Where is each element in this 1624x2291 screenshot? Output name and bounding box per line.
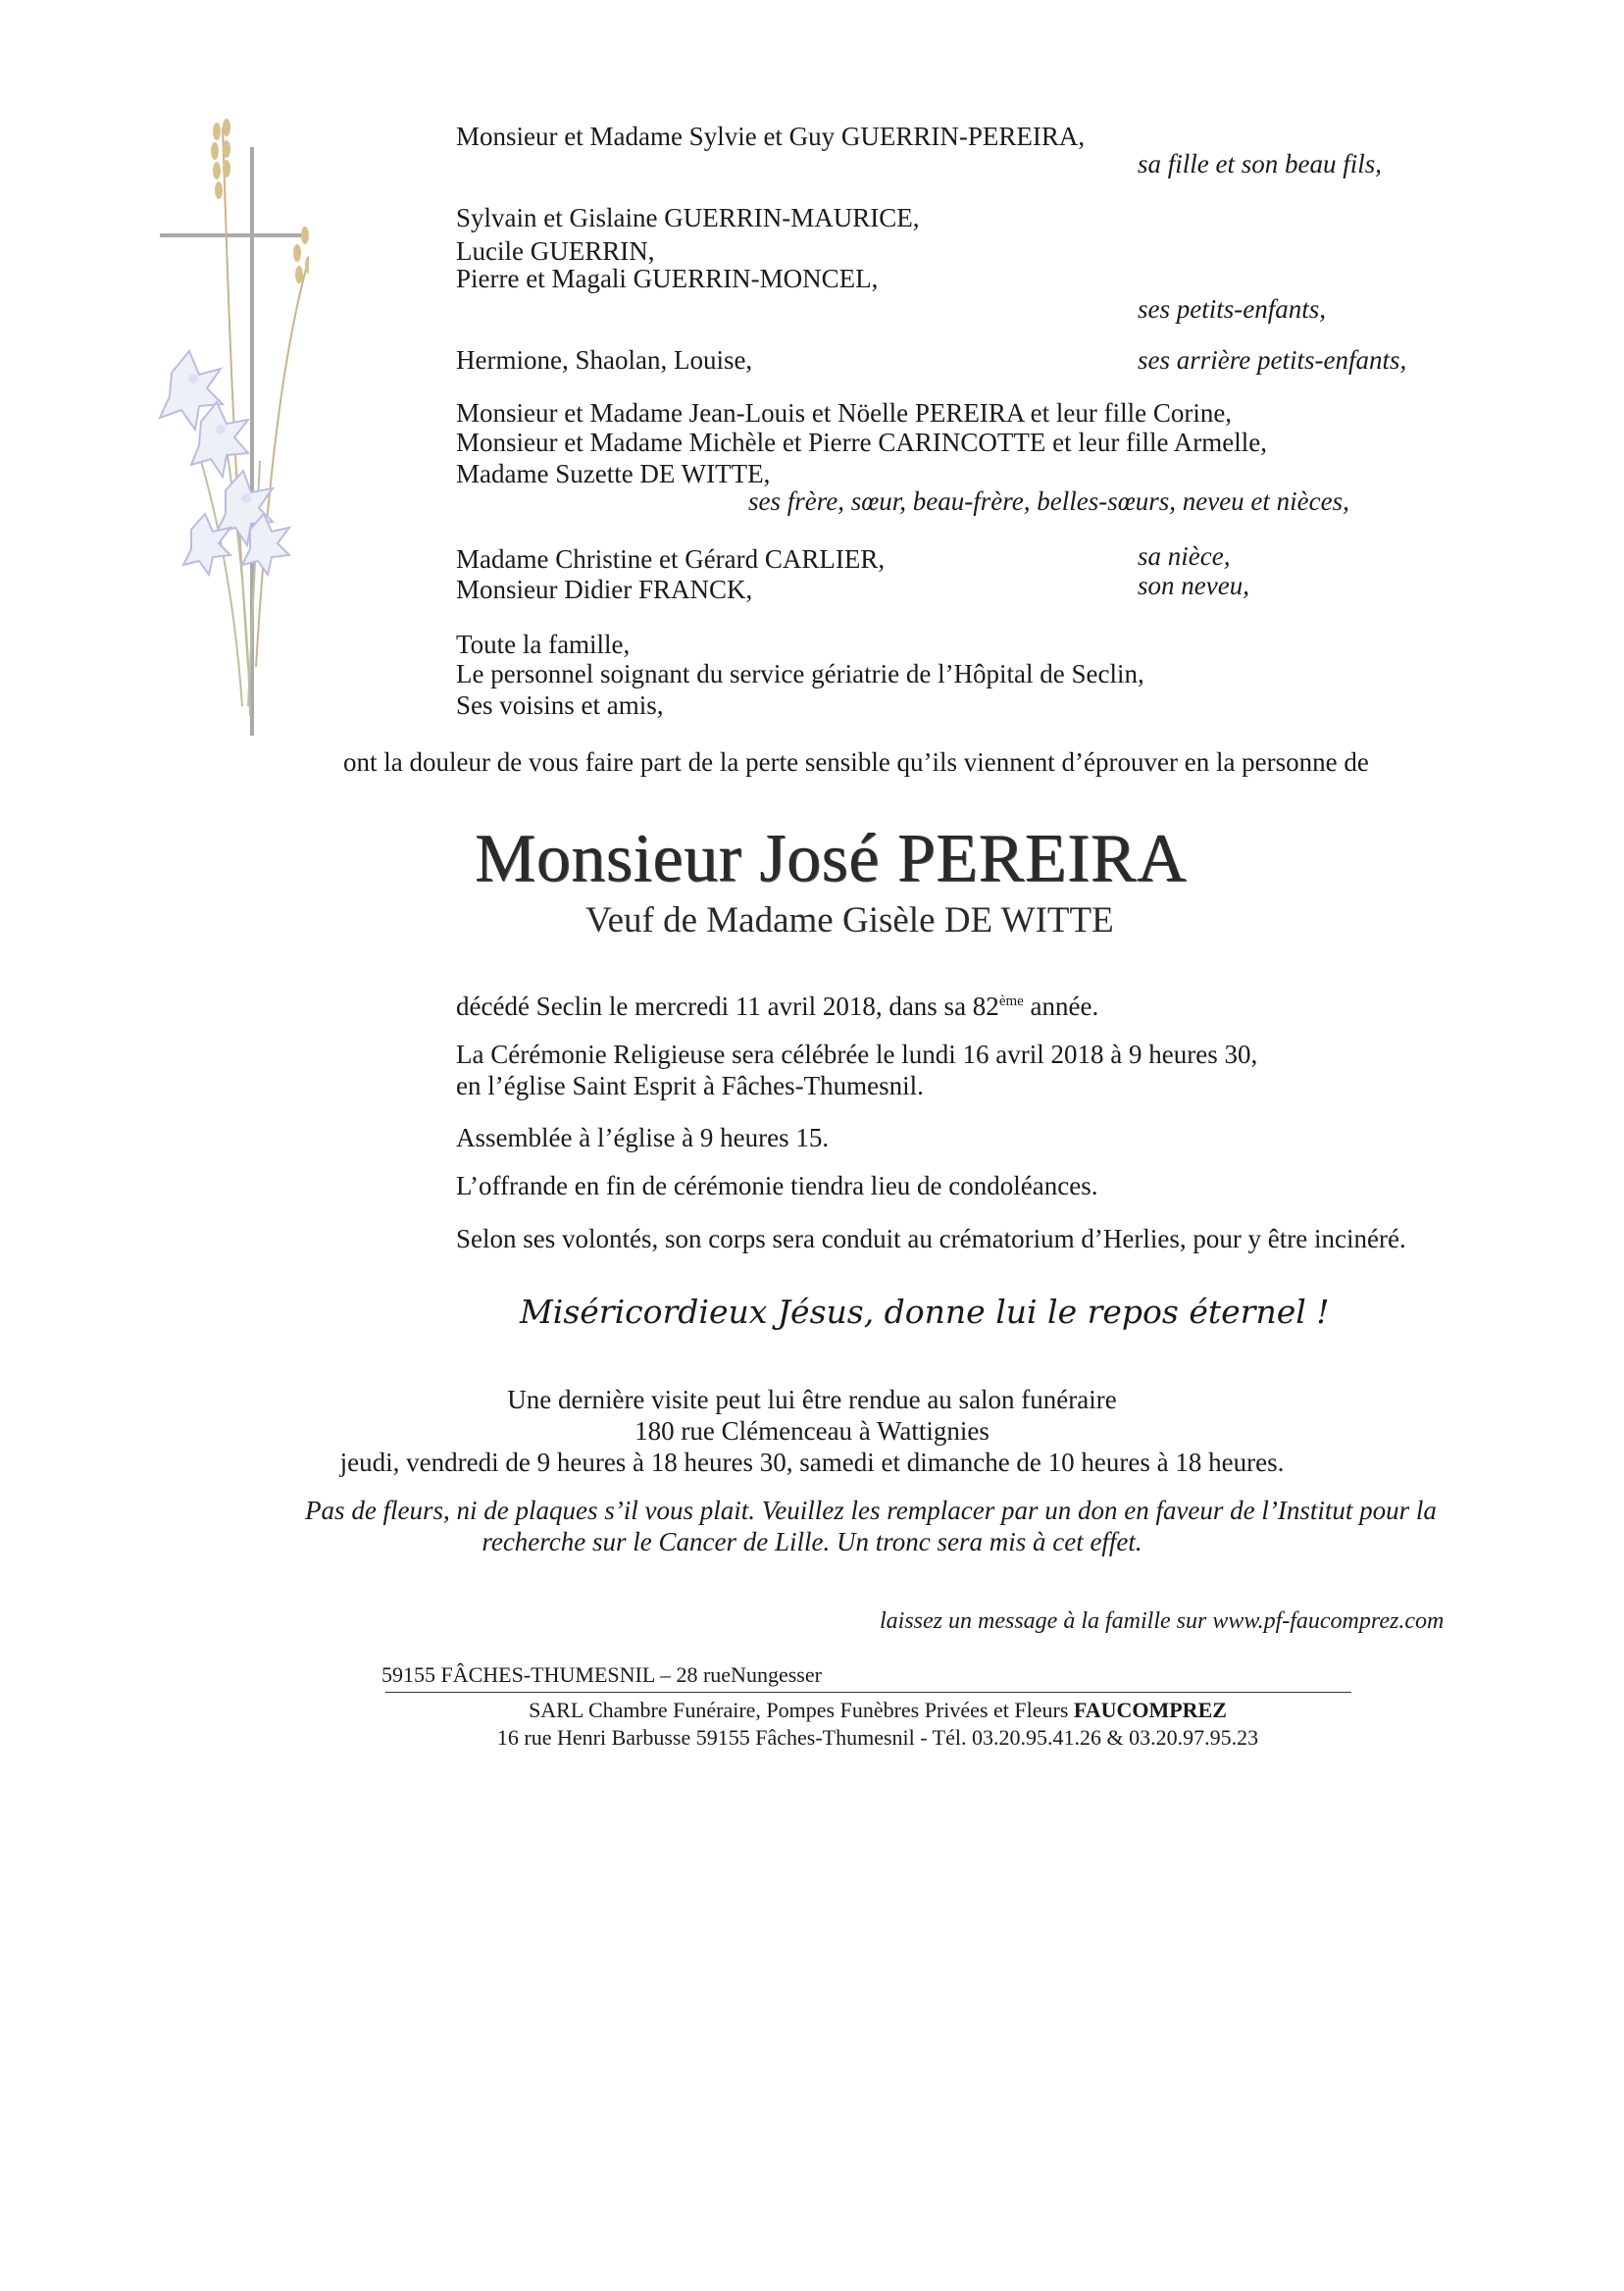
announcement-text: ont la douleur de vous faire part de la perte sensible qu’ils viennent d’éprouver en la personne de: [343, 747, 1369, 777]
flowers-note-1: Pas de fleurs, ni de plaques s’il vous plait. Veuillez les remplacer par un don en faveur de l’Institut pour la: [305, 1496, 1437, 1525]
family-line: Hermione, Shaolan, Louise,: [456, 345, 753, 375]
family-line: Sylvain et Gislaine GUERRIN-MAURICE,: [456, 203, 920, 232]
relation-label: sa nièce,: [1138, 541, 1231, 571]
cross-wheat-lily-icon: [132, 118, 309, 745]
relation-label: ses frère, sœur, beau-frère, belles-sœurs, neveu et nièces,: [748, 486, 1349, 516]
death-date-line: [456, 985, 1098, 1023]
family-line: Pierre et Magali GUERRIN-MONCEL,: [456, 264, 879, 293]
widower-line: Veuf de Madame Gisèle DE WITTE: [585, 900, 1114, 941]
wishes-line: Selon ses volontés, son corps sera conduit au crématorium d’Herlies, pour y être incinéré.: [456, 1224, 1406, 1253]
relation-label: son neveu,: [1138, 571, 1249, 600]
visit-hours: jeudi, vendredi de 9 heures à 18 heures 30, samedi et dimanche de 10 heures à 18 heures.: [339, 1448, 1285, 1477]
deceased-name: Monsieur José PEREIRA: [475, 821, 1188, 896]
relation-label: ses petits-enfants,: [1138, 294, 1326, 324]
footer-address: 59155 FÂCHES-THUMESNIL – 28 rueNungesser: [381, 1662, 822, 1687]
company-line: [0, 1697, 1624, 1724]
death-date-text: décédé Seclin le mercredi 11 avril 2018, dans sa 82: [456, 992, 999, 1021]
family-line: Le personnel soignant du service gériatrie de l’Hôpital de Seclin,: [456, 659, 1144, 688]
offering-line: L’offrande en fin de cérémonie tiendra lieu de condoléances.: [456, 1171, 1098, 1200]
relation-label: ses arrière petits-enfants,: [1138, 345, 1407, 375]
family-line: Ses voisins et amis,: [456, 690, 664, 720]
ceremony-line: La Cérémonie Religieuse sera célébrée le lundi 16 avril 2018 à 9 heures 30,: [456, 1040, 1258, 1069]
prayer-text: Miséricordieux Jésus, donne lui le repos éternel !: [520, 1293, 1330, 1331]
website-message: laissez un message à la famille sur www.pf-faucomprez.com: [880, 1608, 1445, 1634]
family-line: Toute la famille,: [456, 630, 631, 659]
footer-divider: [385, 1692, 1351, 1693]
company-description: SARL Chambre Funéraire, Pompes Funèbres Privées et Fleurs: [529, 1698, 1074, 1722]
relation-label: sa fille et son beau fils,: [1138, 149, 1382, 178]
assembly-line: Assemblée à l’église à 9 heures 15.: [456, 1123, 830, 1152]
company-name: FAUCOMPREZ: [1073, 1698, 1227, 1722]
death-date-end: année.: [1023, 992, 1099, 1021]
visit-line-1: Une dernière visite peut lui être rendue au salon funéraire: [507, 1385, 1117, 1414]
company-contact: 16 rue Henri Barbusse 59155 Fâches-Thumesnil - Tél. 03.20.95.41.26 & 03.20.97.95.23: [496, 1725, 1259, 1750]
ordinal-suffix: ème: [998, 993, 1024, 1009]
family-line: Lucile GUERRIN,: [456, 236, 655, 266]
flowers-note-2: recherche sur le Cancer de Lille. Un tronc sera mis à cet effet.: [482, 1527, 1142, 1556]
family-line: Madame Suzette DE WITTE,: [456, 459, 771, 488]
family-line: Monsieur et Madame Michèle et Pierre CARINCOTTE et leur fille Armelle,: [456, 428, 1268, 457]
ceremony-location: en l’église Saint Esprit à Fâches-Thumesnil.: [456, 1071, 924, 1100]
visit-address: 180 rue Clémenceau à Wattignies: [634, 1416, 990, 1446]
family-line: Monsieur Didier FRANCK,: [456, 575, 753, 604]
family-line: Monsieur et Madame Sylvie et Guy GUERRIN-PEREIRA,: [456, 122, 1086, 151]
family-line: Madame Christine et Gérard CARLIER,: [456, 544, 886, 574]
family-line: Monsieur et Madame Jean-Louis et Nöelle PEREIRA et leur fille Corine,: [456, 398, 1233, 428]
